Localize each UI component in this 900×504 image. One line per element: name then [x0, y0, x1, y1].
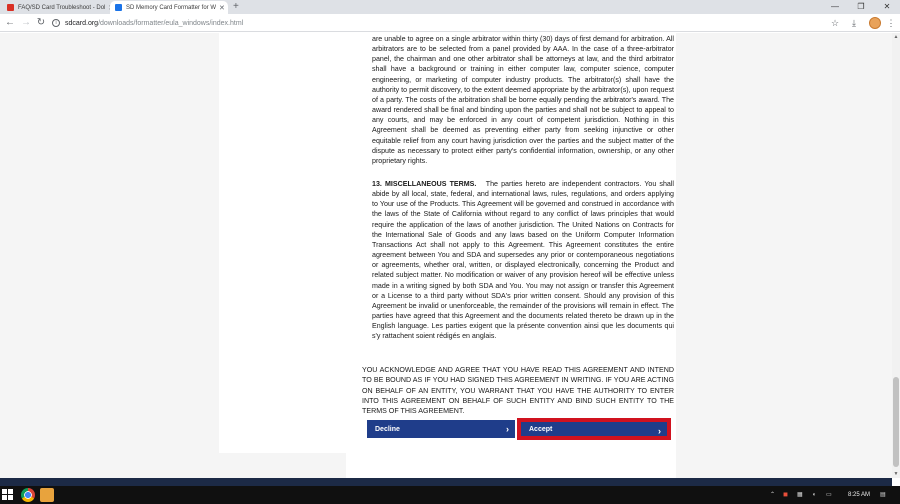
maximize-button[interactable]: ❐: [857, 2, 865, 11]
info-icon[interactable]: i: [52, 19, 60, 27]
close-tab-icon[interactable]: ✕: [219, 4, 225, 12]
chevron-right-icon: ›: [506, 424, 509, 434]
tab-title: FAQ/SD Card Troubleshoot - Dol: [18, 4, 106, 11]
url-host: sdcard.org: [65, 19, 99, 27]
left-content-panel: [219, 33, 346, 453]
minimize-button[interactable]: —: [831, 2, 839, 11]
favicon-icon: [115, 4, 122, 11]
volume-icon[interactable]: ◖: [812, 492, 816, 498]
decline-label: Decline: [375, 425, 400, 433]
windows-start-icon[interactable]: [2, 489, 14, 501]
taskbar-clock[interactable]: 8:25 AM: [848, 492, 871, 498]
accept-label: Accept: [529, 425, 553, 433]
tab-faq[interactable]: [2, 1, 108, 14]
menu-icon[interactable]: ⋮: [886, 18, 896, 28]
address-bar[interactable]: [52, 16, 827, 30]
file-explorer-icon[interactable]: [40, 488, 54, 502]
chevron-right-icon: ›: [658, 426, 661, 436]
windows-taskbar: [0, 486, 900, 504]
profile-avatar[interactable]: [869, 17, 881, 29]
eula-acknowledgement: YOU ACKNOWLEDGE AND AGREE THAT YOU HAVE READ THIS AGREEMENT AND INTEND TO BE BOUND AS IF YOU HAD SIGNED THIS AGREEMENT IN WRITING. IF YOU ARE ACTING ON BEHALF OF AN ENTITY, YOU WARRANT THAT YOU HAVE THE AUTHORITY TO ENTER INTO THIS AGREEMENT ON BEHALF OF SUCH ENTITY AND BIND SUCH ENTITY TO THE TERMS OF THIS AGREEMENT.: [362, 366, 674, 416]
reload-icon[interactable]: ↻: [36, 17, 46, 28]
scroll-thumb[interactable]: [893, 377, 899, 467]
page-scrollbar[interactable]: [892, 33, 900, 478]
accept-button[interactable]: [519, 420, 669, 438]
section-13-heading: 13. MISCELLANEOUS TERMS.: [372, 180, 477, 188]
section-13-body: The parties hereto are independent contractors. You shall abide by all local, state, federal, and international laws, rules, regulations, and orders applying to Your use of the Products. This Agreement will be governed and construed in accordance with the laws of the State of California without regard to any conflict of laws principles that would require the application of the laws of another jurisdiction. The United Nations on Contracts for the International Sale of Goods and any laws based on the Uniform Computer Information Transactions Act shall not apply to this Agreement. This Agreement constitutes the entire agreement between You and SDA and supersedes any prior or contemporaneous negotiations or agreements, whether oral, written, or displayed electronically, concerning the Product and related subject matter. No modification or waiver of any provision hereof will be effective unless made in a writing signed by both SDA and You. You may not assign or transfer this Agreement or a License to a third party without SDA's prior written consent. Should any provision of this Agreement be invalid or unenforceable, the remainder of the provisions will remain in effect. The parties have agreed that this Agreement and the documents related thereto be drawn up in the English language. Les parties exigent que la présente convention ainsi que les documents qui s'y rattachent soient rédigés en anglais.: [372, 180, 674, 341]
favicon-icon: [7, 4, 14, 11]
scroll-up-icon[interactable]: ▲: [893, 34, 899, 40]
bookmark-star-icon[interactable]: ☆: [830, 18, 840, 28]
tray-app-icon[interactable]: ◼: [783, 492, 788, 498]
tab-sd-formatter[interactable]: [110, 1, 228, 14]
scroll-down-icon[interactable]: ▼: [893, 471, 899, 477]
decline-button[interactable]: [367, 420, 515, 438]
forward-icon[interactable]: →: [21, 17, 31, 28]
new-tab-button[interactable]: +: [233, 1, 239, 12]
browser-toolbar: [0, 14, 900, 32]
close-window-button[interactable]: ✕: [883, 2, 891, 11]
tray-chevron-icon[interactable]: ⌃: [770, 492, 776, 498]
notification-icon[interactable]: ▭: [826, 492, 832, 498]
download-icon[interactable]: ⤓: [852, 18, 856, 28]
action-center-icon[interactable]: ▤: [880, 492, 886, 498]
eula-section-13: [372, 179, 674, 342]
eula-arbitration-paragraph: are unable to agree on a single arbitrator within thirty (30) days of first demand for arbitration. All arbitrators are to be selected from a panel provided by AAA. In the case of a three-arbitrator panel, the chairman and one other arbitrator shall be attorneys at law, and the third arbitrator shall have a background or training in either computer law, computer science, computer engineering, or marketing of computer industry products. The arbitrator(s) shall have the authority to permit discovery, to the extent deemed appropriate by the arbitrator(s), upon request of a party. The costs of the arbitration shall be borne equally pending the arbitrator's award. The award rendered shall be final and binding upon the parties and shall not be subject to appeal to any courts, and may be enforced in any court of competent jurisdiction. Nothing in this Agreement shall be deemed as preventing either party from seeking injunctive or other equitable relief from any court having jurisdiction over the parties and the subject matter of the dispute as necessary to protect either party's confidential information, ownership, or any other proprietary rights.: [372, 35, 674, 165]
back-icon[interactable]: ←: [5, 17, 15, 28]
chrome-icon[interactable]: [21, 488, 35, 502]
tab-title: SD Memory Card Formatter for W: [126, 4, 217, 11]
tray-network-icon[interactable]: ▦: [797, 492, 803, 498]
page-footer-strip: [0, 478, 892, 486]
url-path: /downloads/formatter/eula_windows/index.html: [98, 19, 244, 27]
tab-strip: [0, 0, 900, 14]
